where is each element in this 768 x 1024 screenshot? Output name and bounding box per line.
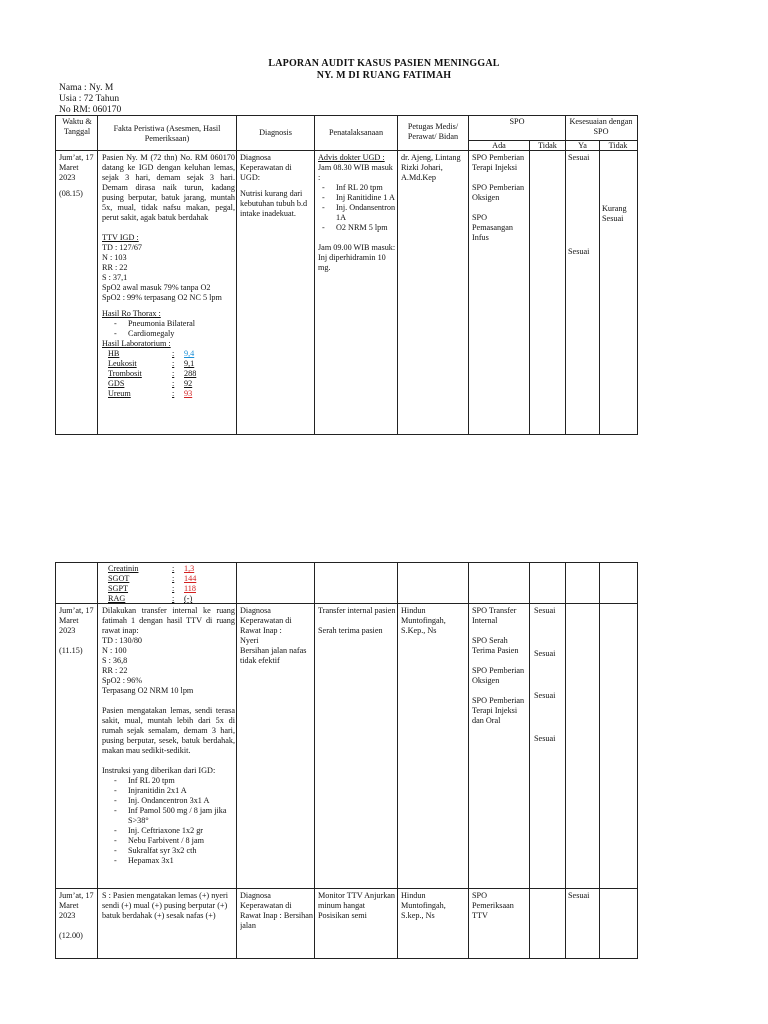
row1-penatalaksanaan xyxy=(318,153,396,273)
row3-spo: SPO Pemeriksaan TTV xyxy=(472,891,514,920)
row1-tidak: Kurang Sesuai xyxy=(602,204,627,223)
lab-row-creatinin: Creatinin : 1,3 xyxy=(108,564,195,573)
row1-spo-item: SPO Pemberian Oksigen xyxy=(472,183,525,202)
row2-ttv-o2: Terpasang O2 NRM 10 lpm xyxy=(102,686,194,695)
row2-ya-4: Sesuai xyxy=(534,734,556,743)
row2-instruksi-item: - Nebu Farbivent / 8 jam xyxy=(110,836,235,846)
row1-ttv-td: TD : 127/67 xyxy=(102,243,143,252)
row3-date: Jum’at, 17 Maret 2023 xyxy=(59,891,94,920)
header-penatalaksanaan: Penatalaksanaan xyxy=(328,128,384,137)
row1-ttv-title: TTV IGD : xyxy=(102,233,139,242)
row2-ttv-td: TD : 130/80 xyxy=(102,636,143,645)
patient-name: Nama : Ny. M xyxy=(59,83,114,93)
row2-ttv-rr: RR : 22 xyxy=(102,666,128,675)
row3-fakta: S : Pasien mengatakan lemas (+) nyeri sendi (+) mual (+) pusing berputar (+) batuk berdahak (+) sesak nafas (+) xyxy=(102,891,229,920)
audit-table-1 xyxy=(55,115,638,435)
row1-pena-title: Advis dokter UGD : xyxy=(318,153,385,162)
lab-row-sgpt: SGPT : 118 xyxy=(108,584,196,593)
row2-fakta-complaint: Pasien mengatakan lemas, sendi terasa sakit, mual, muntah lebih dari 5x di rumah sejak semalam, demam 3 hari, pusing berputar, sesek, batuk berdahak, makan mau sedikit-sedikit. xyxy=(102,706,235,755)
row2-penatalaksanaan xyxy=(318,606,396,636)
row2-diagnosis-item: Bersihan jalan nafas tidak efektif xyxy=(240,646,307,665)
row2-spo-item: SPO Pemberian Terapi Injeksi dan Oral xyxy=(472,696,525,725)
header-spo-tidak: Tidak xyxy=(538,141,557,150)
audit-table-2 xyxy=(55,562,638,959)
header-waktu: Waktu & Tanggal xyxy=(62,117,92,136)
header-kesesuaian: Kesesuaian dengan SPO xyxy=(569,117,633,136)
lab-row-sgot: SGOT : 144 xyxy=(108,574,197,583)
row2-waktu xyxy=(59,606,96,656)
row1-ya-1: Sesuai xyxy=(568,153,590,162)
row2-diagnosis-item: Nyeri xyxy=(240,636,259,645)
row1-spo-item: SPO Pemasangan Infus xyxy=(472,213,513,242)
patient-rm: No RM: 060170 xyxy=(59,105,122,115)
row2-ttv-s: S : 36,8 xyxy=(102,656,128,665)
row2-instruksi-item: - Hepamax 3x1 xyxy=(110,856,235,866)
row3-ya: Sesuai xyxy=(568,891,590,900)
row2-spo-item: SPO Pemberian Oksigen xyxy=(472,666,525,685)
lab-row-trombosit: Trombosit : 288 xyxy=(108,369,197,378)
row2-fakta xyxy=(102,606,235,888)
row1-time: (08.15) xyxy=(59,189,83,198)
row1-pena-item: - O2 NRM 5 lpm xyxy=(318,223,396,233)
row3-petugas: Hindun Muntofingah, S.kep., Ns xyxy=(401,891,446,920)
row1-fakta-intro: Pasien Ny. M (72 thn) No. RM 060170 datang ke IGD dengan keluhan lemas, sejak 3 hari, demam sejak 3 hari. Demam dirasa naik turun, kadang pusing berputar, batuk jarang, muntah 5x, mual, tidak nafsu makan, pegal, perut sakit, agak batuk berdahak xyxy=(102,153,235,222)
row2-ttv-spo2: SpO2 : 96% xyxy=(102,676,143,685)
row1-ya-2: Sesuai xyxy=(568,247,590,256)
row1-diagnosis-text: Nutrisi kurang dari kebutuhan tubuh b.d intake inadekuat. xyxy=(240,189,308,218)
row3-penatalaksanaan: Monitor TTV Anjurkan minum hangat Posisikan semi xyxy=(318,891,396,920)
header-diagnosis: Diagnosis xyxy=(259,128,292,137)
header-spo-ada: Ada xyxy=(492,141,506,150)
lab-row-gds: GDS : 92 xyxy=(108,379,193,388)
report-subtitle: NY. M DI RUANG FATIMAH xyxy=(316,70,452,81)
lab-row-leukosit: Leukosit : 9,1 xyxy=(108,359,195,368)
row1-ttv-spo2-awal: SpO2 awal masuk 79% tanpa O2 xyxy=(102,283,211,292)
row2-pena-item: Serah terima pasien xyxy=(318,626,383,635)
row2-instruksi-item: - Inj. Ceftriaxone 1x2 gr xyxy=(110,826,235,836)
row1-ttv-rr: RR : 22 xyxy=(102,263,128,272)
row1-pena-item: - Inj. Ondansentron 1A xyxy=(318,203,396,223)
row1-spo xyxy=(472,153,528,243)
row2-instruksi-item: - Injranitidin 2x1 A xyxy=(110,786,235,796)
row1-fakta xyxy=(102,153,235,433)
row2-ya-1: Sesuai xyxy=(534,606,556,615)
row1-ttv-s: S : 37,1 xyxy=(102,273,128,282)
row1-pena-time1: Jam 08.30 WIB masuk : xyxy=(318,163,393,182)
row1-ttv-spo2: SpO2 : 99% terpasang O2 NC 5 lpm xyxy=(102,293,222,302)
row1-ro-item: - Cardiomegaly xyxy=(110,329,235,339)
row1-pena-item: - Inf RL 20 tpm xyxy=(318,183,396,193)
row1-spo-item: SPO Pemberian Terapi Injeksi xyxy=(472,153,525,172)
row1-ro-title: Hasil Ro Thorax : xyxy=(102,309,161,318)
row2-date: Jum’at, 17 Maret 2023 xyxy=(59,606,94,635)
row2-instruksi-item: - Inf Pamol 500 mg / 8 jam jika S>38° xyxy=(110,806,235,826)
row2-ya-2: Sesuai xyxy=(534,649,556,658)
row2-fakta-intro: Dilakukan transfer internal ke ruang fatimah 1 dengan hasil TTV di ruang rawat inap: xyxy=(102,606,235,635)
report-title: LAPORAN AUDIT KASUS PASIEN MENINGGAL xyxy=(268,58,500,69)
lab-row-ureum: Ureum : 93 xyxy=(108,389,193,398)
row1-ttv-n: N : 103 xyxy=(102,253,127,262)
row1-petugas: dr. Ajeng, Lintang Rizki Johari, A.Md.Kep xyxy=(401,153,461,182)
row1-pena-item: - Inj Ranitidine 1 A xyxy=(318,193,396,203)
row2-ttv-n: N : 100 xyxy=(102,646,127,655)
row1-waktu xyxy=(59,153,96,199)
lab-row-rag: RAG : (-) xyxy=(108,594,193,603)
row1-date: Jum’at, 17 Maret 2023 xyxy=(59,153,94,182)
row2-spo-item: SPO Transfer Internal xyxy=(472,606,517,625)
cont-lab xyxy=(108,564,228,604)
patient-age: Usia : 72 Tahun xyxy=(59,94,120,104)
row3-diagnosis: Diagnosa Keperawatan di Rawat Inap : Bersihan jalan xyxy=(240,891,313,930)
row1-pena-time2: Jam 09.00 WIB masuk: xyxy=(318,243,396,252)
row2-petugas: Hindun Muntofingah, S.Kep., Ns xyxy=(401,606,446,635)
row2-instruksi-item: - Inj. Ondancentron 3x1 A xyxy=(110,796,235,806)
row2-pena-item: Transfer internal pasien xyxy=(318,606,396,615)
row3-waktu xyxy=(59,891,96,941)
row1-lab-title: Hasil Laboratorium : xyxy=(102,339,171,348)
lab-row-hb: HB : 9,4 xyxy=(108,349,195,358)
row3-time: (12.00) xyxy=(59,931,83,940)
row1-diagnosis-title: Diagnosa Keperawatan di UGD: xyxy=(240,153,292,182)
row2-spo-item: SPO Serah Terima Pasien xyxy=(472,636,519,655)
header-kesesuaian-tidak: Tidak xyxy=(608,141,628,150)
row2-diagnosis-title: Diagnosa Keperawatan di Rawat Inap : xyxy=(240,606,292,635)
row1-diagnosis xyxy=(240,153,313,219)
row1-pena-text2: Inj diperhidramin 10 mg. xyxy=(318,253,386,272)
header-petugas: Petugas Medis/ Perawat/ Bidan xyxy=(407,122,459,141)
row2-diagnosis xyxy=(240,606,313,666)
header-spo: SPO xyxy=(509,117,525,126)
row1-ro-item: - Pneumonia Bilateral xyxy=(110,319,235,329)
row2-spo xyxy=(472,606,528,726)
row2-ya-3: Sesuai xyxy=(534,691,556,700)
header-fakta: Fakta Peristiwa (Asesmen, Hasil Pemeriksaan) xyxy=(113,124,221,143)
row2-instruksi-item: - Sukralfat syr 3x2 cth xyxy=(110,846,235,856)
row2-instruksi-item: - Inf RL 20 tpm xyxy=(110,776,235,786)
header-kesesuaian-ya: Ya xyxy=(578,141,587,150)
row2-instruksi-title: Instruksi yang diberikan dari IGD: xyxy=(102,766,216,775)
row2-time: (11.15) xyxy=(59,646,83,655)
